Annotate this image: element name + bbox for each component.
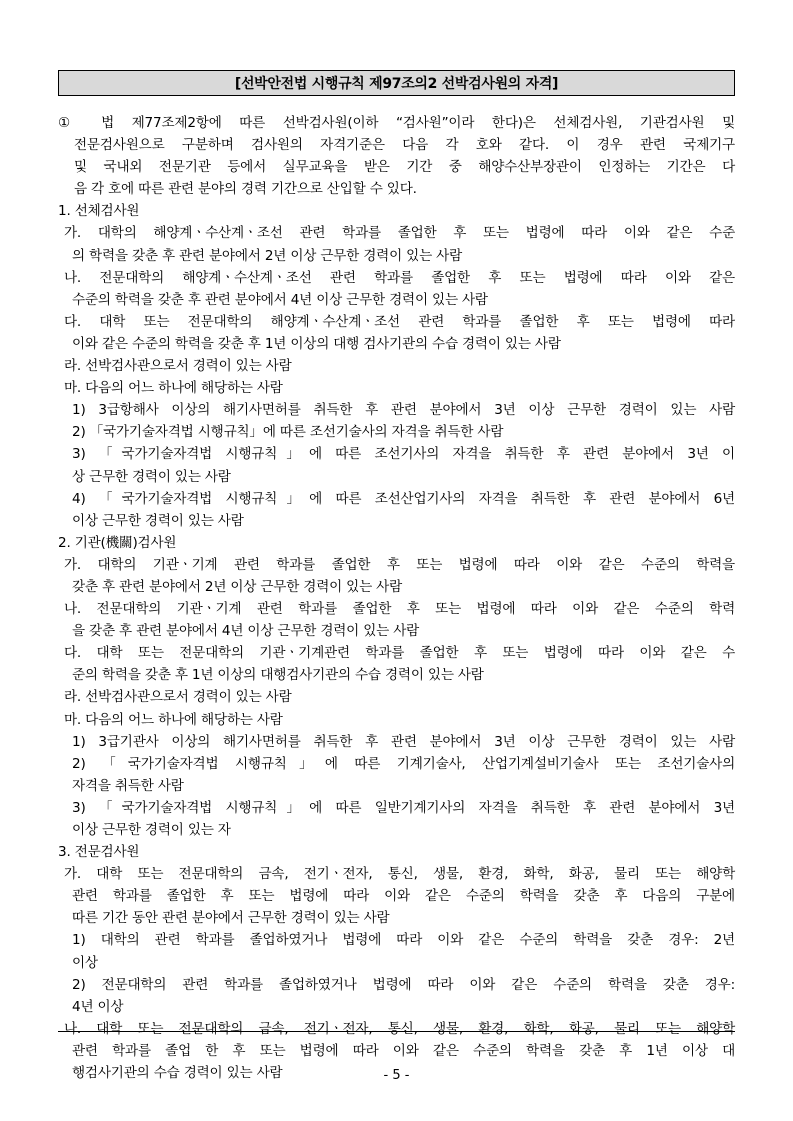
text-line: 2) 전문대학의 관련 학과를 졸업하였거나 법령에 따라 이와 같은 수준의 학력을 갖춘 경우: xyxy=(72,976,735,993)
document-title xyxy=(58,70,735,96)
text-line: 2) 「국가기술자격법 시행규칙」에 따른 기계기술사, 산업기계설비기술사 또는 조선기술사의 xyxy=(72,755,735,772)
text-line: 갖춘 후 관련 분야에서 2년 이상 근무한 경력이 있는 사람 xyxy=(72,578,403,595)
text-line: 마. 다음의 어느 하나에 해당하는 사람 xyxy=(64,380,283,397)
text-line: 의 학력을 갖춘 후 관련 분야에서 2년 이상 근무한 경력이 있는 사람 xyxy=(72,247,462,264)
document-title-text: [선박안전법 시행규칙 제97조의2 선박검사원의 자격] xyxy=(234,76,559,92)
text-line: 1) 대학의 관련 학과를 졸업하였거나 법령에 따라 이와 같은 수준의 학력을 갖춘 경우: 2년 xyxy=(72,932,735,949)
text-line: 나. 전문대학의 해양계ㆍ수산계ㆍ조선 관련 학과를 졸업한 후 또는 법령에 따라 이와 같은 xyxy=(64,269,735,286)
text-line: 관련 학과를 졸업 한 후 또는 법령에 따라 이와 같은 수준의 학력을 갖춘 후 1년 이상 대 xyxy=(72,1042,735,1059)
text-line: 상 근무한 경력이 있는 사람 xyxy=(72,468,231,485)
text-line: 자격을 취득한 사람 xyxy=(72,777,184,794)
text-line: 관련 학과를 졸업한 후 또는 법령에 따라 이와 같은 수준의 학력을 갖춘 후 다음의 구분에 xyxy=(72,888,735,905)
text-line: 행검사기관의 수습 경력이 있는 사람 xyxy=(72,1065,283,1082)
bottom-rule xyxy=(58,1031,735,1032)
text-line: 이상 근무한 경력이 있는 사람 xyxy=(72,512,244,529)
text-line: 다. 대학 또는 전문대학의 기관ㆍ기계관련 학과를 졸업한 후 또는 법령에 따라 이와 같은 수 xyxy=(64,645,735,662)
text-line: 4) 「국가기술자격법 시행규칙」에 따른 조선산업기사의 자격을 취득한 후 관련 분야에서 6년 xyxy=(72,490,735,507)
text-line: 이상 xyxy=(72,954,98,971)
text-line: 준의 학력을 갖춘 후 1년 이상의 대행검사기관의 수습 경력이 있는 사람 xyxy=(72,667,484,684)
text-line: 을 갖춘 후 관련 분야에서 4년 이상 근무한 경력이 있는 사람 xyxy=(72,623,420,640)
text-line: 3) 「국가기술자격법 시행규칙」에 따른 조선기사의 자격을 취득한 후 관련 분야에서 3년 이 xyxy=(72,446,735,463)
text-line: 이와 같은 수준의 학력을 갖춘 후 1년 이상의 대행 검사기관의 수습 경력이 있는 사람 xyxy=(72,335,561,352)
text-line: 따른 기간 동안 관련 분야에서 근무한 경력이 있는 사람 xyxy=(72,910,390,927)
text-line: 2. 기관(機關)검사원 xyxy=(58,534,177,551)
text-line: 1) 3급항해사 이상의 해기사면허를 취득한 후 관련 분야에서 3년 이상 근무한 경력이 있는 사람 xyxy=(72,402,735,419)
text-line: 다. 대학 또는 전문대학의 해양계ㆍ수산계ㆍ조선 관련 학과를 졸업한 후 또는 법령에 따라 xyxy=(64,313,735,330)
text-line: 가. 대학 또는 전문대학의 금속, 전기ㆍ전자, 통신, 생물, 환경, 화학, 화공, 물리 또는 해양학 xyxy=(64,866,735,883)
text-line: 가. 대학의 해양계ㆍ수산계ㆍ조선 관련 학과를 졸업한 후 또는 법령에 따라 이와 같은 수준 xyxy=(64,225,735,242)
text-line: ① 법 제77조제2항에 따른 선박검사원(이하 “검사원”이라 한다)은 선체검사원, 기관검사원 및 xyxy=(58,115,735,131)
text-line: 라. 선박검사관으로서 경력이 있는 사람 xyxy=(64,689,292,706)
text-line: 마. 다음의 어느 하나에 해당하는 사람 xyxy=(64,711,283,728)
text-line: 및 국내외 전문기관 등에서 실무교육을 받은 기간 중 해양수산부장관이 인정하는 기간은 다 xyxy=(74,159,735,176)
text-line: 1. 선체검사원 xyxy=(58,203,140,220)
text-line: 4년 이상 xyxy=(72,998,124,1015)
text-line: 전문검사원으로 구분하며 검사원의 자격기준은 다음 각 호와 같다. 이 경우 관련 국제기구 xyxy=(74,137,735,154)
text-line: 3) 「국가기술자격법 시행규칙」에 따른 일반기계기사의 자격을 취득한 후 관련 분야에서 3년 xyxy=(72,799,735,816)
text-line: 라. 선박검사관으로서 경력이 있는 사람 xyxy=(64,358,292,375)
text-line: 수준의 학력을 갖춘 후 관련 분야에서 4년 이상 근무한 경력이 있는 사람 xyxy=(72,291,488,308)
page-number: - 5 - xyxy=(383,1068,410,1083)
text-line: 나. 대학 또는 전문대학의 금속, 전기ㆍ전자, 통신, 생물, 환경, 화학, 화공, 물리 또는 해양학 xyxy=(64,1020,735,1037)
text-line: 이상 근무한 경력이 있는 자 xyxy=(72,822,231,838)
document-body xyxy=(58,112,735,1084)
text-line: 음 각 호에 따른 관련 분야의 경력 기간으로 산입할 수 있다. xyxy=(74,181,417,198)
text-line: 나. 전문대학의 기관ㆍ기계 관련 학과를 졸업한 후 또는 법령에 따라 이와 같은 수준의 학력 xyxy=(64,601,735,618)
text-line: 1) 3급기관사 이상의 해기사면허를 취득한 후 관련 분야에서 3년 이상 근무한 경력이 있는 사람 xyxy=(72,733,735,750)
text-line: 3. 전문검사원 xyxy=(58,844,140,861)
text-line: 2) 「국가기술자격법 시행규칙」에 따른 조선기술사의 자격을 취득한 사람 xyxy=(72,424,504,441)
text-line: 가. 대학의 기관ㆍ기계 관련 학과를 졸업한 후 또는 법령에 따라 이와 같은 수준의 학력을 xyxy=(64,556,735,573)
